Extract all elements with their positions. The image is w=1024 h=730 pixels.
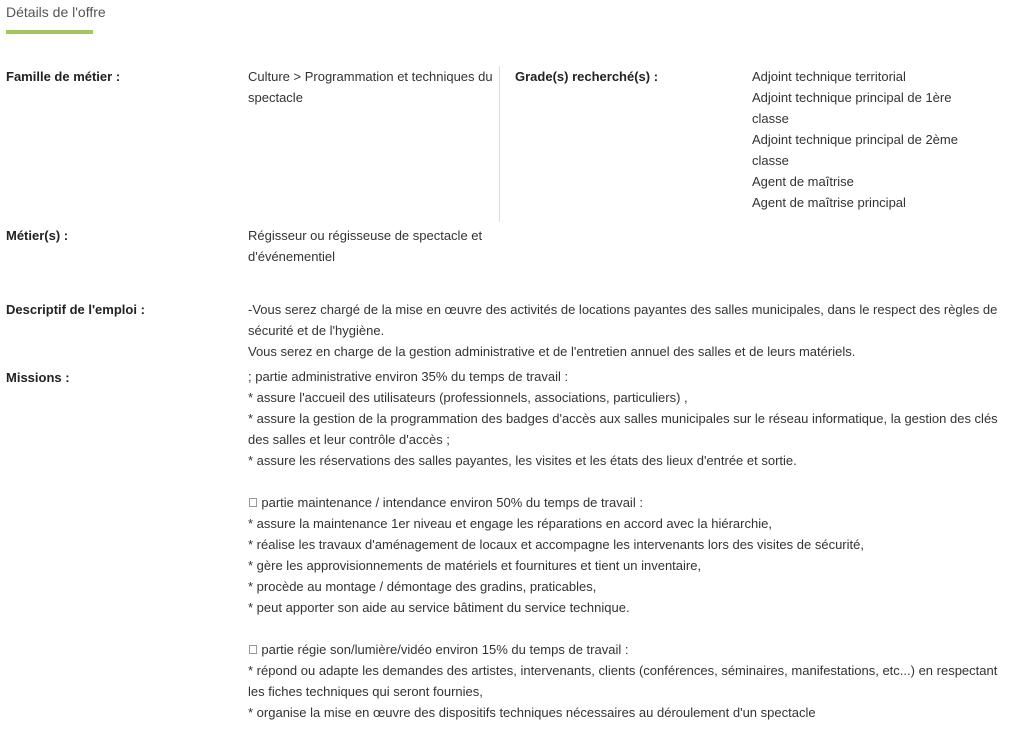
column-divider xyxy=(499,66,500,222)
missions-label: Missions : xyxy=(6,370,70,385)
descriptif-value xyxy=(248,299,1008,362)
section-title: Détails de l'offre xyxy=(6,4,106,20)
paragraph-gap xyxy=(248,618,1008,639)
metiers-value xyxy=(248,225,508,267)
descriptif-line: Vous serez en charge de la gestion administrative et de l'entretien annuel des salles et de leurs matériels. xyxy=(248,344,856,359)
mission-line: * gère les approvisionnements de matériels et fournitures et tient un inventaire, xyxy=(248,558,702,573)
grade-item: Agent de maîtrise xyxy=(752,174,854,189)
mission-line: * assure les réservations des salles payantes, les visites et les états des lieux d'entrée et sortie. xyxy=(248,453,797,468)
mission-line: * organise la mise en œuvre des dispositifs techniques nécessaires au déroulement d'un spectacle xyxy=(248,705,816,720)
metiers-label: Métier(s) : xyxy=(6,228,69,243)
mission-line: * assure l'accueil des utilisateurs (professionnels, associations, particuliers) , xyxy=(248,390,688,405)
grades-label: Grade(s) recherché(s) : xyxy=(515,69,659,84)
grade-item: Agent de maîtrise principal xyxy=(752,195,906,210)
grade-item: Adjoint technique principal de 2ème classe xyxy=(752,132,958,168)
paragraph-gap xyxy=(248,471,1008,492)
descriptif-line: -Vous serez chargé de la mise en œuvre des activités de locations payantes des salles municipales, dans le respect des règles de sécurité et de l'hygiène. xyxy=(248,302,998,338)
famille-value-text: Culture > Programmation et techniques du spectacle xyxy=(248,69,493,105)
mission-line: partie régie son/lumière/vidéo environ 15% du temps de travail : xyxy=(248,642,616,657)
grade-item: Adjoint technique principal de 1ère classe xyxy=(752,90,952,126)
descriptif-label: Descriptif de l'emploi : xyxy=(6,302,145,317)
mission-line: partie maintenance / intendance environ 50% du temps de travail : xyxy=(248,495,630,510)
mission-line: * assure la gestion de la programmation des badges d'accès aux salles municipales sur le réseau informatique, la gestion des clés des salles et leur contrôle d'accès ; xyxy=(248,411,998,447)
mission-line: * répond ou adapte les demandes des artistes, intervenants, clients (conférences, séminaires, manifestations, etc...) en respectant les fiches techniques qui seront fournies, xyxy=(248,663,998,699)
famille-value xyxy=(248,66,498,108)
metiers-value-text: Régisseur ou régisseuse de spectacle et d'événementiel xyxy=(248,228,483,264)
famille-label: Famille de métier : xyxy=(6,69,121,84)
title-underline xyxy=(6,30,93,34)
missions-value xyxy=(248,366,1008,723)
mission-line: * procède au montage / démontage des gradins, praticables, xyxy=(248,579,597,594)
grades-list xyxy=(752,66,982,213)
mission-line: * réalise les travaux d'aménagement de locaux et accompagne les intervenants lors des visites de sécurité, xyxy=(248,537,864,552)
mission-line: ; partie administrative environ 35% du temps de travail : xyxy=(248,369,569,384)
mission-line: * peut apporter son aide au service bâtiment du service technique. xyxy=(248,600,630,615)
mission-line: * assure la maintenance 1er niveau et engage les réparations en accord avec la hiérarchie, xyxy=(248,516,772,531)
grade-item: Adjoint technique territorial xyxy=(752,69,906,84)
